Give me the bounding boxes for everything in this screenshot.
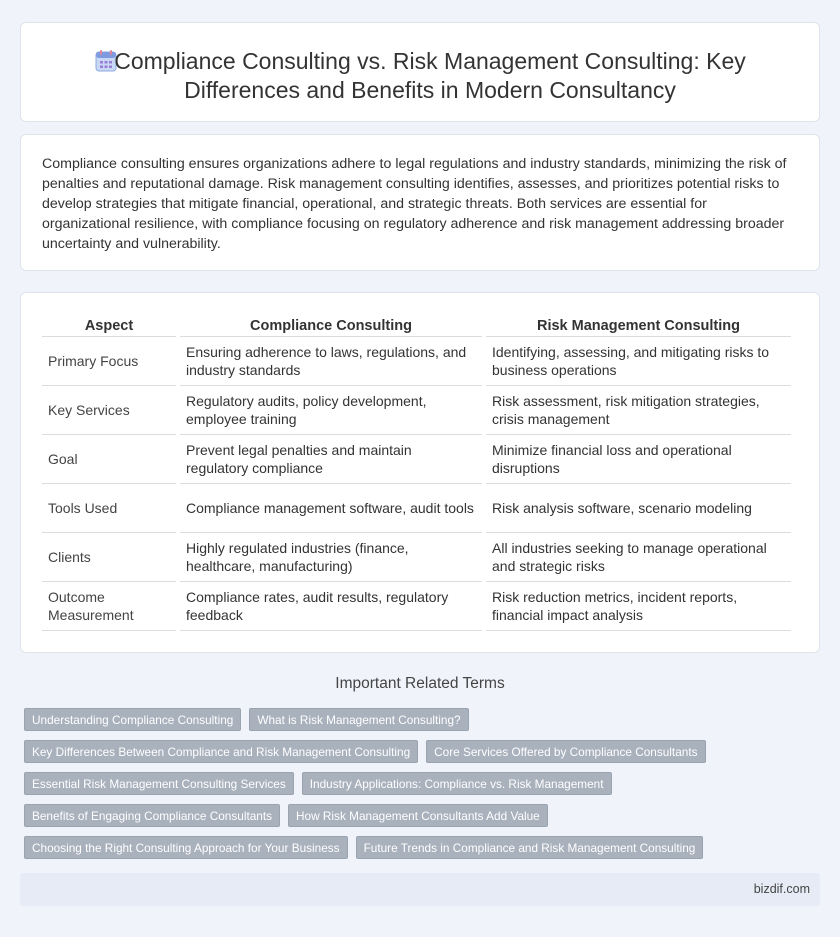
table-header: Compliance Consulting [180,315,482,337]
table-row [42,582,791,631]
related-term-link[interactable]: What is Risk Management Consulting? [249,708,468,731]
table-cell: Outcome Measurement [42,582,176,631]
related-term-link[interactable]: How Risk Management Consultants Add Value [288,804,548,827]
table-cell: Primary Focus [42,337,176,386]
table-cell: Highly regulated industries (finance, healthcare, manufacturing) [180,533,482,582]
related-term-link[interactable]: Understanding Compliance Consulting [24,708,241,731]
table-cell: Risk reduction metrics, incident reports, financial impact analysis [486,582,791,631]
table-cell: Regulatory audits, policy development, employee training [180,386,482,435]
table-cell: Compliance rates, audit results, regulatory feedback [180,582,482,631]
table-header: Risk Management Consulting [486,315,791,337]
related-term-link[interactable]: Industry Applications: Compliance vs. Risk Management [302,772,612,795]
related-terms-title: Important Related Terms [335,675,505,692]
table-header: Aspect [42,315,176,337]
table-cell: Tools Used [42,484,176,533]
table-cell: Clients [42,533,176,582]
table-cell: Risk analysis software, scenario modeling [486,484,791,533]
related-term-link[interactable]: Core Services Offered by Compliance Consultants [426,740,705,763]
table-header-row [42,315,791,337]
table-row [42,337,791,386]
table-cell: Prevent legal penalties and maintain regulatory compliance [180,435,482,484]
related-term-link[interactable]: Future Trends in Compliance and Risk Management Consulting [356,836,704,859]
table-cell: Identifying, assessing, and mitigating risks to business operations [486,337,791,386]
related-terms-list [20,708,820,859]
footer [20,873,820,906]
comparison-table [38,315,795,631]
related-term-link[interactable]: Benefits of Engaging Compliance Consultants [24,804,280,827]
table-cell: Ensuring adherence to laws, regulations, and industry standards [180,337,482,386]
intro-paragraph: Compliance consulting ensures organizations adhere to legal regulations and industry standards, minimizing the risk of penalties and reputational damage. Risk management consulting identifies, assesses, and prioritizes potential risks to develop strategies that mitigate financial, operational, and strategic threats. Both services are essential for organizational resilience, with compliance focusing on regulatory adherence and risk management addressing broader uncertainty and vulnerability. [42,156,787,252]
page-title: Compliance Consulting vs. Risk Management Consulting: Key Differences and Benefits in Modern Consultancy [114,48,746,103]
intro-card [20,134,820,271]
table-row [42,435,791,484]
table-cell: Minimize financial loss and operational disruptions [486,435,791,484]
related-term-link[interactable]: Key Differences Between Compliance and Risk Management Consulting [24,740,418,763]
related-term-link[interactable]: Essential Risk Management Consulting Services [24,772,294,795]
related-terms-section [20,675,820,868]
related-term-link[interactable]: Choosing the Right Consulting Approach for Your Business [24,836,348,859]
table-row [42,533,791,582]
title-card [20,22,820,122]
table-row [42,484,791,533]
table-cell: Goal [42,435,176,484]
table-cell: Key Services [42,386,176,435]
table-row [42,386,791,435]
table-cell: Compliance management software, audit tools [180,484,482,533]
footer-site-link[interactable]: bizdif.com [753,882,810,896]
table-cell: Risk assessment, risk mitigation strategies, crisis management [486,386,791,435]
comparison-table-card [20,292,820,653]
table-cell: All industries seeking to manage operational and strategic risks [486,533,791,582]
